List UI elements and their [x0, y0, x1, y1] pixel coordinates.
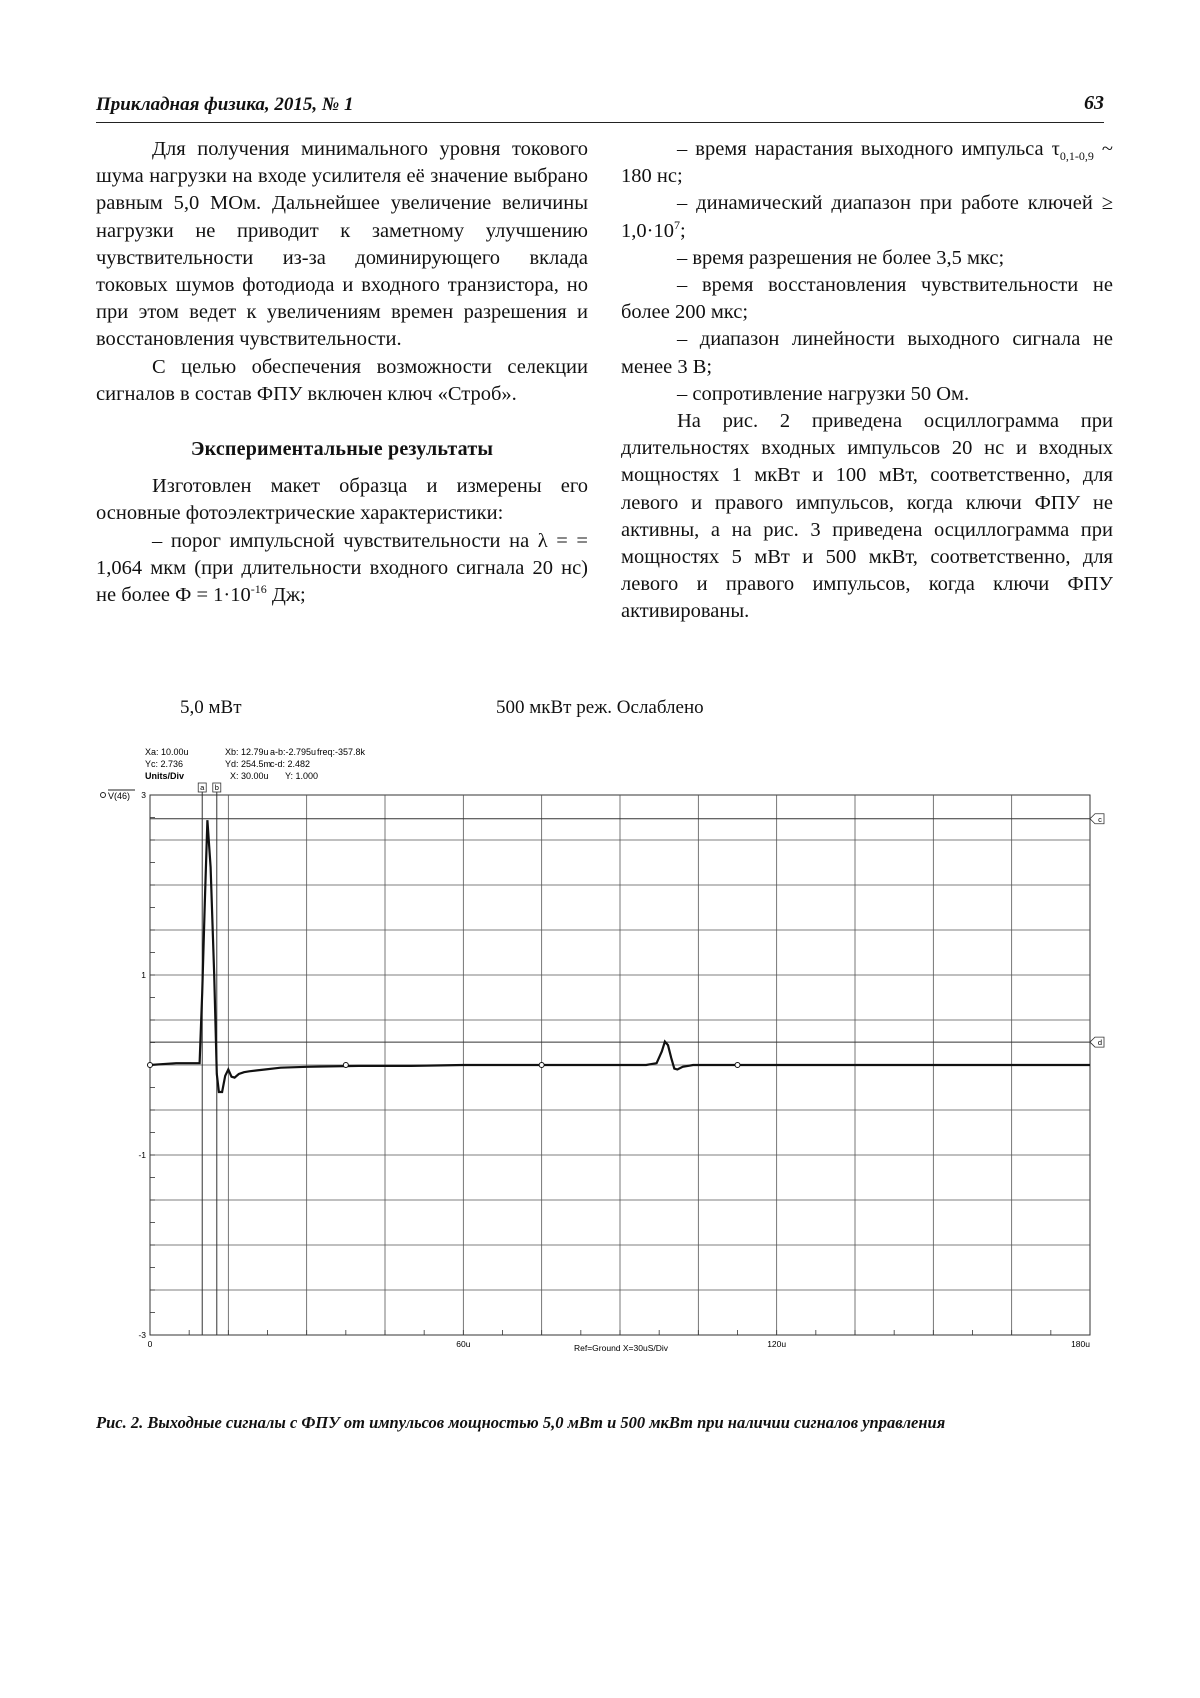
paragraph: С целью обеспечения возможности селекции сигналов в состав ФПУ включен ключ «Строб». — [96, 355, 588, 405]
cursor-c-label: c — [1098, 814, 1102, 824]
y-tick-label: 1 — [141, 970, 146, 980]
left-column — [96, 136, 588, 609]
paragraph: На рис. 2 приведена осциллограмма при длительностях входных импульсов 20 нс и входных мощностях 1 мкВт и 100 мВт, соответственно, для левого и правого импульсов, когда ключи ФПУ не активны, а на рис. 3 приведена осциллограмма при мощностях 5 мВт и 500 мкВт, соответственно, для левого и правого импульсов, когда ключи ФПУ активированы. — [621, 410, 1113, 623]
cursor-c-flag — [1090, 814, 1104, 824]
journal-title: Прикладная физика, 2015, № 1 — [96, 94, 354, 115]
figure-label-left: 5,0 мВт — [180, 697, 242, 718]
y-tick-label: 3 — [141, 790, 146, 800]
trace-marker — [539, 1063, 544, 1068]
trace-legend — [101, 790, 136, 801]
trace-marker — [735, 1063, 740, 1068]
list-item: – диапазон линейности выходного сигнала не менее 3 В; — [621, 328, 1113, 378]
axis-ticks — [138, 790, 1090, 1349]
trace-marker-icon — [101, 793, 106, 798]
figure-label-right: 500 мкВт реж. Ослаблено — [496, 697, 704, 718]
readout-xb: Xb: 12.79u — [225, 747, 269, 757]
readout-cd: c-d: 2.482 — [270, 759, 311, 769]
list-item: – сопротивление нагрузки 50 Ом. — [677, 382, 970, 405]
cursor-readout — [145, 747, 366, 781]
right-column — [621, 136, 1113, 626]
readout-yc: Yc: 2.736 — [145, 759, 184, 769]
readout-ab: a-b:-2.795u — [270, 747, 317, 757]
readout-x: X: 30.00u — [230, 771, 269, 781]
x-axis-label: Ref=Ground X=30uS/Div — [573, 1343, 669, 1353]
readout-freq: freq:-357.8k — [317, 747, 366, 757]
x-tick-label: 180u — [1071, 1339, 1090, 1349]
oscillogram-chart — [80, 740, 1120, 1370]
readout-xa: Xa: 10.00u — [145, 747, 189, 757]
y-tick-label: -3 — [138, 1330, 146, 1340]
cursors — [150, 783, 1104, 1335]
trace-label: V(46) — [108, 791, 131, 801]
paragraph: Для получения минимального уровня токового шума нагрузки на входе усилителя её значение выбрано равным 5,0 МОм. Дальнейшее увеличение величины нагрузки не приводит к заметному улучшению чувствительности из-за доминирующего вклада токовых шумов фотодиода и входного транзистора, но при этом ведет к увеличениям времен разрешения и восстановления чувствительности. — [96, 138, 588, 351]
x-tick-label: 120u — [767, 1339, 787, 1349]
cursor-a-label: a — [200, 783, 205, 792]
cursor-d-label: d — [1097, 1038, 1103, 1048]
y-tick-label: -1 — [138, 1150, 146, 1160]
readout-y: Y: 1.000 — [285, 771, 319, 781]
list-item: – время восстановления чувствительности не более 200 мкс; — [621, 274, 1113, 324]
list-item: – время разрешения не более 3,5 мкс; — [677, 246, 1005, 269]
cursor-b-label: b — [214, 783, 219, 792]
page-number: 63 — [1084, 92, 1104, 114]
figure-caption: Рис. 2. Выходные сигналы с ФПУ от импульсов мощностью 5,0 мВт и 500 мкВт при наличии сигналов управления — [96, 1413, 946, 1432]
list-item: – время нарастания выходного импульса $\tau_{0,1-0,9}$ ~ 180 нс; — [621, 138, 1113, 188]
paragraph: – порог импульсной чувствительности на λ = = 1,064 мкм (при длительности входного сигнала 20 нс) не более $Ф = 1\cdot 10^{-16}$ Дж; — [96, 529, 588, 607]
section-heading: Экспериментальные результаты — [190, 438, 494, 461]
readout-units: Units/Div — [145, 771, 185, 781]
x-tick-label: 60u — [456, 1339, 471, 1349]
page-header — [96, 92, 1104, 123]
x-tick-label: 0 — [147, 1339, 153, 1349]
readout-yd: Yd: 254.5m — [225, 759, 272, 769]
trace-marker — [343, 1063, 348, 1068]
list-item: – динамический диапазон при работе ключей ≥ $1,0\cdot 10^7$; — [621, 192, 1113, 242]
paragraph: Изготовлен макет образца и измерены его основные фотоэлектрические характеристики: — [96, 475, 588, 525]
trace-marker — [148, 1063, 153, 1068]
